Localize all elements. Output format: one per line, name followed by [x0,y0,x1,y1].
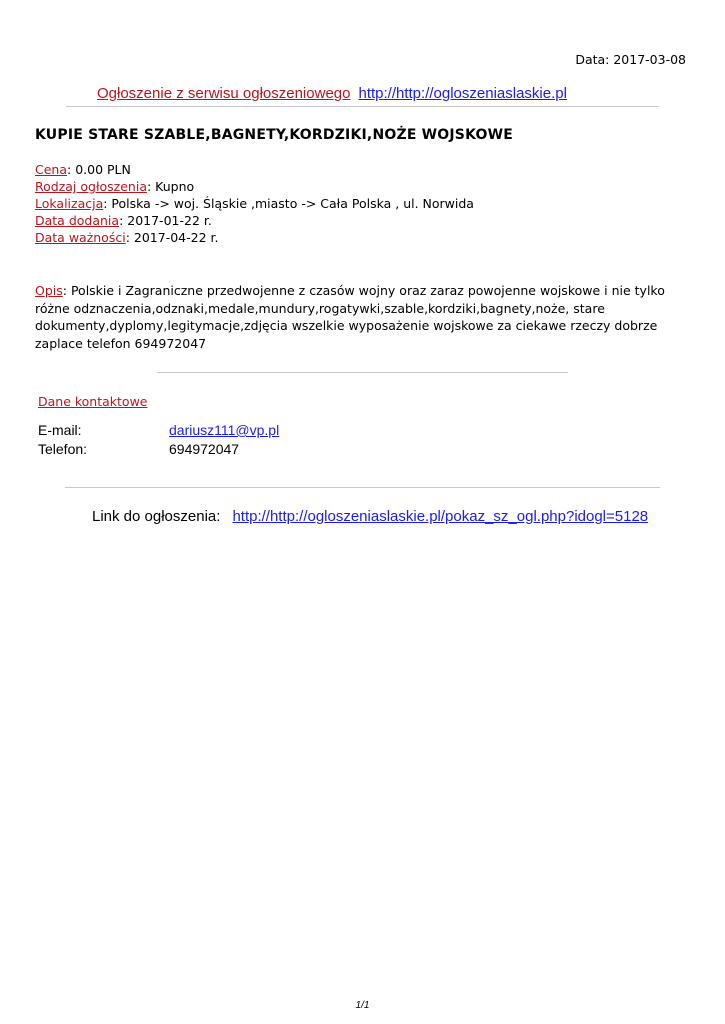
field-value: : 2017-04-22 r. [125,230,219,245]
field-value: : 2017-01-22 r. [119,213,212,228]
field-value: : Kupno [146,179,195,194]
field-label: Data dodania [35,213,120,228]
field-expiry-date [35,229,474,246]
email-label: E-mail: [38,422,82,438]
ad-description [35,282,665,352]
divider-bottom [65,487,660,488]
field-label: Cena [35,162,68,177]
source-label: Ogłoszenie z serwisu ogłoszeniowego [97,85,351,102]
field-ad-type [35,178,474,195]
field-label: Lokalizacja [35,196,104,211]
page-number: 1/1 [355,1000,370,1011]
contact-table [38,421,279,459]
email-link[interactable]: dariusz111@vp.pl [169,422,280,438]
source-line [97,85,567,102]
ad-link-label: Link do ogłoszenia: [92,508,221,525]
phone-label: Telefon: [38,441,88,457]
divider-middle [157,372,568,373]
ad-link-line [92,508,648,525]
ad-link[interactable]: http://http://ogloszeniaslaskie.pl/pokaz_sz_ogl.php?idogl=5128 [232,508,649,525]
divider-top [66,106,659,107]
field-label: Data ważności [35,230,126,245]
description-text: : Polskie i Zagraniczne przedwojenne z czasów wojny oraz zaraz powojenne wojskowe i nie tylko różne odznaczenia,odznaki,medale,mundury,rogatywki,szable,kordziki,bagnety,noże, stare dokumenty,dyplomy,legitymacje,zdjęcia wszelkie wyposażenie wojskowe za ciekawe rzeczy dobrze zaplace telefon 694972047 [35,283,665,351]
contact-email-row [38,421,279,440]
field-value: : Polska -> woj. Śląskie ,miasto -> Cała Polska , ul. Norwida [103,196,474,211]
description-label: Opis [35,283,63,298]
source-link[interactable]: http://http://ogloszeniaslaskie.pl [358,85,567,102]
ad-title: KUPIE STARE SZABLE,BAGNETY,KORDZIKI,NOŻE WOJSKOWE [35,127,514,143]
contact-phone-row [38,440,279,459]
phone-value: 694972047 [169,441,240,457]
field-value: : 0.00 PLN [67,162,131,177]
ad-fields [35,161,474,246]
field-price [35,161,474,178]
contact-heading: Dane kontaktowe [38,394,148,409]
document-date: Data: 2017-03-08 [575,52,686,67]
field-date-added [35,212,474,229]
field-label: Rodzaj ogłoszenia [35,179,147,194]
field-location [35,195,474,212]
